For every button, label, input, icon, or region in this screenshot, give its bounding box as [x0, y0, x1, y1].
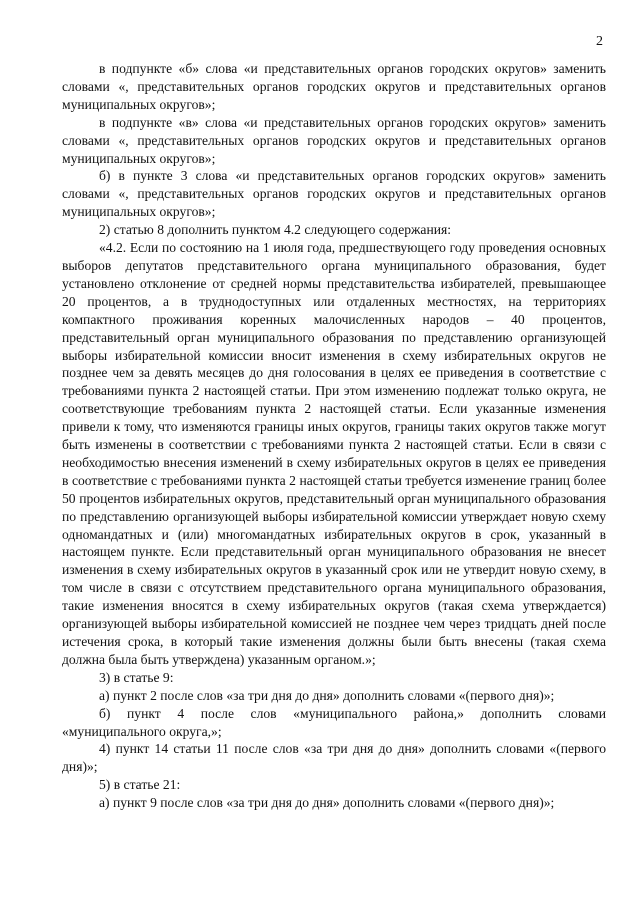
paragraph-article-9-clause-2: а) пункт 2 после слов «за три дня до дня» дополнить словами «(первого дня)»;	[99, 687, 555, 703]
page-number: 2	[596, 34, 603, 49]
document-body	[62, 60, 606, 812]
paragraph-article-21-clause-9: а) пункт 9 после слов «за три дня до дня» дополнить словами «(первого дня)»;	[99, 795, 555, 811]
paragraph-subclause-b-amendment: в подпункте «б» слова «и представительных органов городских округов» заменить словами «, представительных органов городских округов и представительных органов муниципальных округов»;	[62, 61, 606, 112]
paragraph-article-9-intro: 3) в статье 9:	[99, 669, 174, 685]
paragraph-article-11-clause-14: 4) пункт 14 статьи 11 после слов «за три дня до дня» дополнить словами «(первого дня)»;	[62, 741, 606, 775]
paragraph-clause-3-amendment: б) в пункте 3 слова «и представительных органов городских округов» заменить словами «, представительных органов городских округов и представительных органов муниципальных округов»;	[62, 168, 606, 220]
paragraph-clause-4-2-text: «4.2. Если по состоянию на 1 июля года, предшествующего году проведения основных выборов депутатов представительного органа муниципального образования, будет установлено отклонение от средней нормы представительства избирателей, превышающее 20 процентов, а в труднодоступных или отдаленных местностях, на территориях компактного проживания коренных малочисленных народов – 40 процентов, представительный орган муниципального образования по представлению организующей выборы избирательной комиссии вносит изменения в схему избирательных округов не позднее чем за девять месяцев до дня голосования в целях ее приведения в соответствие с требованиями пункта 2 настоящей статьи. При этом изменению подлежат только округа, не соответствующие требованиям пункта 2 настоящей статьи. Если указанные изменения привели к тому, что изменяются границы иных округов, границы таких округов также могут быть изменены в соответствии с требованиями пункта 2 настоящей статьи. Если в связи с необходимостью внесения изменений в схему избирательных округов в целях ее приведения в соответствие с требованиями пункта 2 настоящей статьи требуется изменение границ более 50 процентов избирательных округов, представительный орган муниципального образования по представлению организующей выборы избирательной комиссии утверждает новую схему одномандатных и (или) многомандатных избирательных округов в срок, указанный в настоящем пункте. Если представительный орган муниципального образования не внесет изменения в схему избирательных округов в указанный срок или не утвердит новую схему, в том числе в связи с отсутствием представительного органа муниципального образования, такие изменения вносятся в схему избирательных округов (такая схема утверждается) организующей выборы избирательной комиссией не позднее чем через тридцать дней после истечения срока, в который такие изменения должны были быть внесены (такая схема должна была быть утверждена) указанным органом.»;	[62, 240, 606, 667]
paragraph-article-8-intro: 2) статью 8 дополнить пунктом 4.2 следующего содержания:	[99, 222, 452, 238]
paragraph-article-21-intro: 5) в статье 21:	[99, 777, 181, 793]
paragraph-subclause-v-amendment: в подпункте «в» слова «и представительных органов городских округов» заменить словами «, представительных органов городских округов и представительных органов муниципальных округов»;	[62, 114, 606, 166]
paragraph-article-9-clause-4: б) пункт 4 после слов «муниципального района,» дополнить словами «муниципального округа,»;	[62, 705, 606, 739]
